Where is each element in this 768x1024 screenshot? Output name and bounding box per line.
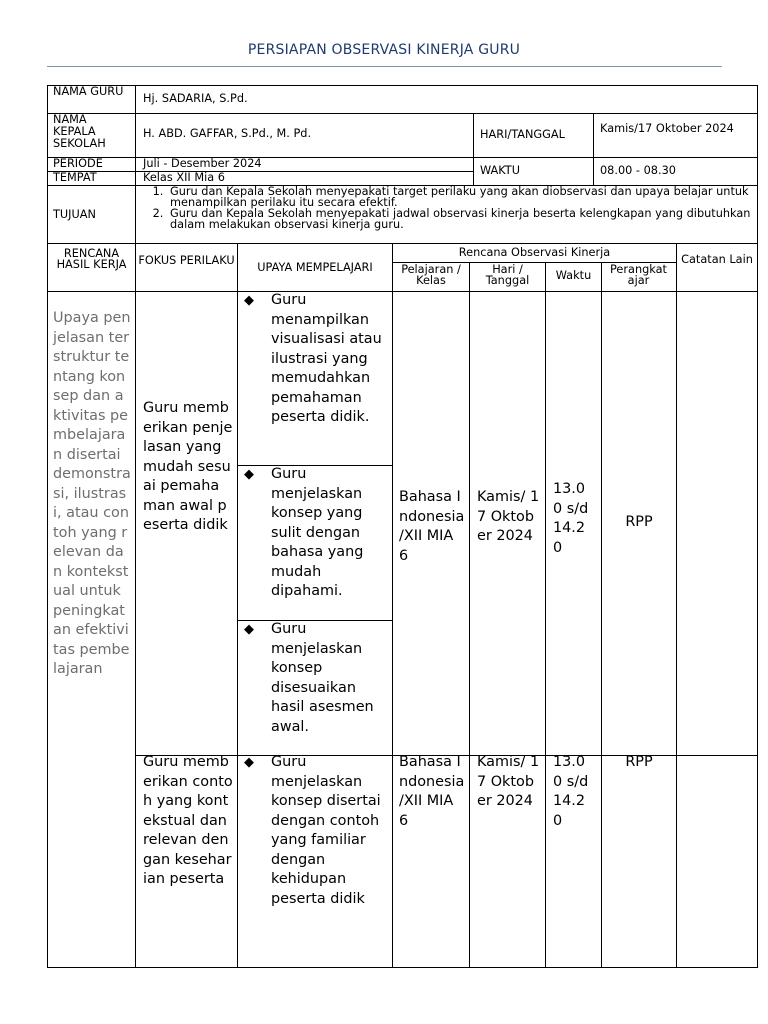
grid-line xyxy=(47,243,757,244)
tujuan-item: 1. Guru dan Kepala Sekolah menyepakati target perilaku yang akan diobservasi dan upaya belajar untuk menampilkan perilaku itu secara efektif. xyxy=(167,186,755,208)
header-hari: Hari / Tanggal xyxy=(485,263,530,287)
periode-value: Juli - Desember 2024 xyxy=(143,157,262,170)
hari-tanggal: Kamis/ 17 Oktober 2024 xyxy=(477,489,540,544)
waktu: 13.00 s/d 14.20 xyxy=(553,481,589,556)
grid-line xyxy=(545,262,546,968)
fokus-perilaku: Guru memberikan contoh yang kontekstual dan relevan dengan keseharian peserta xyxy=(143,754,233,887)
upaya-text: Guru menampilkan visualisasi atau ilustrasi yang memudahkan pemahaman peserta didik. xyxy=(271,292,382,425)
waktu-value: 08.00 - 08.30 xyxy=(600,164,676,177)
hari-tanggal-value: Kamis/17 Oktober 2024 xyxy=(600,122,734,135)
upaya-item xyxy=(244,620,386,737)
tempat-label: TEMPAT xyxy=(53,171,97,184)
grid-line xyxy=(757,85,758,968)
hari-tanggal-label: HARI/TANGGAL xyxy=(480,128,565,141)
grid-line xyxy=(135,85,136,243)
kepala-sekolah-value: H. ABD. GAFFAR, S.Pd., M. Pd. xyxy=(143,127,312,140)
grid-line xyxy=(47,85,757,86)
grid-line xyxy=(47,113,757,114)
document-title: PERSIAPAN OBSERVASI KINERJA GURU xyxy=(247,42,521,58)
grid-line xyxy=(47,85,48,968)
waktu: 13.00 s/d 14.20 xyxy=(553,754,589,829)
diamond-bullet-icon: ◆ xyxy=(244,293,254,308)
tujuan-label: TUJUAN xyxy=(53,208,96,221)
pelajaran-kelas: Bahasa Indonesia /XII MIA 6 xyxy=(399,489,465,564)
grid-line xyxy=(473,113,474,185)
nama-guru-label: NAMA GURU xyxy=(53,85,124,98)
grid-line xyxy=(47,291,757,292)
header-rencana-hasil: RENCANA HASIL KERJA xyxy=(56,247,127,271)
title-rule xyxy=(47,66,722,67)
header-pelajaran: Pelajaran / Kelas xyxy=(401,263,461,287)
upaya-item xyxy=(244,291,386,428)
header-fokus: FOKUS PERILAKU xyxy=(138,254,235,267)
header-waktu: Waktu xyxy=(555,269,592,282)
diamond-bullet-icon: ◆ xyxy=(244,467,254,482)
upaya-text: Guru menjelaskan konsep disertai dengan contoh yang familiar dengan kehidupan peserta didik xyxy=(271,754,381,907)
nama-guru-value: Hj. SADARIA, S.Pd. xyxy=(143,92,248,105)
upaya-item xyxy=(244,465,386,602)
grid-line xyxy=(593,113,594,185)
perangkat-ajar: RPP xyxy=(625,754,653,770)
header-perangkat: Perangkat ajar xyxy=(610,263,667,287)
tempat-value: Kelas XII Mia 6 xyxy=(143,171,225,184)
periode-label: PERIODE xyxy=(53,157,103,170)
grid-line xyxy=(469,262,470,968)
hari-tanggal: Kamis/ 17 Oktober 2024 xyxy=(477,754,540,809)
perangkat-ajar: RPP xyxy=(625,514,653,530)
waktu-label: WAKTU xyxy=(480,164,520,177)
header-catatan: Catatan Lain xyxy=(681,253,753,266)
tujuan-item: 2. Guru dan Kepala Sekolah menyepakati jadwal observasi kinerja beserta kelengkapan yang dibutuhkan dalam melakukan observasi kinerja guru. xyxy=(167,208,755,230)
upaya-text: Guru menjelaskan konsep disesuaikan hasil asesmen awal. xyxy=(271,621,374,735)
header-upaya: UPAYA MEMPELAJARI xyxy=(257,261,373,274)
kepala-sekolah-label: NAMA KEPALA SEKOLAH xyxy=(53,113,106,150)
fokus-perilaku: Guru memberikan penjelasan yang mudah sesuai pemahaman awal peserta didik xyxy=(143,400,233,533)
grid-line xyxy=(237,243,238,968)
grid-line xyxy=(676,243,677,968)
diamond-bullet-icon: ◆ xyxy=(244,622,254,637)
grid-line xyxy=(601,262,602,968)
grid-line xyxy=(47,967,758,968)
upaya-item xyxy=(244,753,386,909)
tujuan-list xyxy=(143,186,755,230)
upaya-text: Guru menjelaskan konsep yang sulit dengan bahasa yang mudah dipahami. xyxy=(271,466,364,599)
grid-line xyxy=(135,243,136,968)
header-rencana-observasi: Rencana Observasi Kinerja xyxy=(458,246,611,259)
grid-line xyxy=(392,243,393,968)
diamond-bullet-icon: ◆ xyxy=(244,755,254,770)
rencana-hasil-text: Upaya penjelasan terstruktur tentang konsep dan aktivitas pembelajaran disertai demonstrasi, ilustrasi, atau contoh yang relevan dan kontekstual untuk peningkatan efektivitas pembelajaran xyxy=(53,310,131,677)
pelajaran-kelas: Bahasa Indonesia /XII MIA 6 xyxy=(399,754,465,829)
